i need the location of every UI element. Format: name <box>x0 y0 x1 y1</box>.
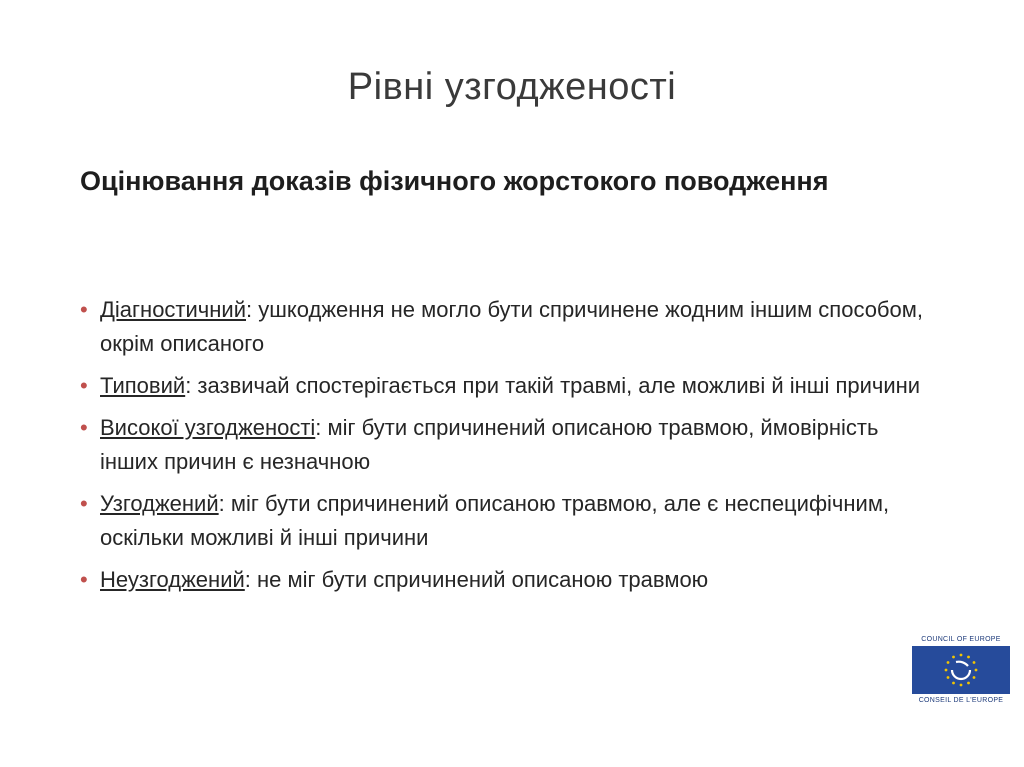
slide-subtitle: Оцінювання доказів фізичного жорстокого поводження <box>80 166 829 196</box>
item-term: Високої узгодженості <box>100 415 316 440</box>
bullet-icon: • <box>80 297 88 322</box>
bullet-icon: • <box>80 491 88 516</box>
logo-top-text: COUNCIL OF EUROPE <box>921 636 1001 643</box>
emblem-svg <box>912 646 1010 694</box>
item-text: : міг бути спричинений описаною травмою, ймовірність інших причин є незначною <box>100 415 879 474</box>
bullet-icon: • <box>80 415 88 440</box>
item-text: : міг бути спричинений описаною травмою, але є неспецифічним, оскільки можливі й інші причини <box>100 491 890 550</box>
item-term: Типовий <box>100 373 186 398</box>
bullet-icon: • <box>80 373 88 398</box>
item-text: : ушкодження не могло бути спричинене жодним іншим способом, окрім описаного <box>100 297 924 356</box>
item-text: : не міг бути спричинений описаною травмою <box>244 567 709 592</box>
item-term: Узгоджений <box>100 491 219 516</box>
bullet-icon: • <box>80 567 88 592</box>
item-term: Неузгоджений <box>100 567 245 592</box>
slide-title: Рівні узгодженості <box>347 66 677 108</box>
item-text: : зазвичай спостерігається при такій травмі, але можливі й інші причини <box>185 373 921 398</box>
list-item <box>80 411 940 479</box>
item-term: Діагностичний <box>100 297 246 322</box>
list-item <box>80 563 940 597</box>
list-item <box>80 487 940 555</box>
council-of-europe-logo <box>906 636 1016 711</box>
bullet-list <box>80 293 940 605</box>
council-of-europe-emblem-icon <box>912 646 1010 694</box>
list-item <box>80 369 940 403</box>
logo-bottom-text: CONSEIL DE L'EUROPE <box>918 697 1004 704</box>
list-item <box>80 293 940 361</box>
